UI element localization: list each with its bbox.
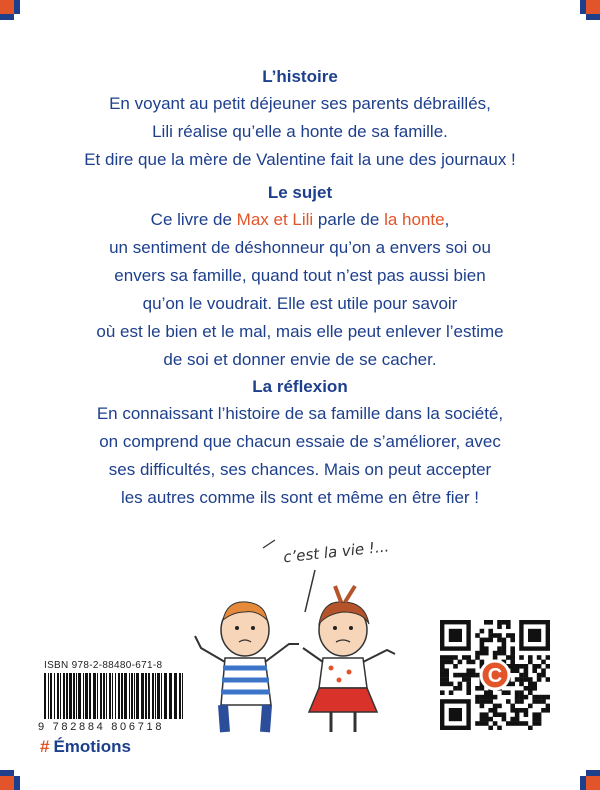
- speech-bubble-text: c’est la vie !...: [282, 537, 390, 567]
- text-line: En connaissant l’histoire de sa famille dans la société,: [96, 404, 504, 423]
- section-histoire: [0, 64, 600, 174]
- text-line: les autres comme ils sont et même en être fier !: [120, 488, 480, 507]
- text-line: Et dire que la mère de Valentine fait la une des journaux !: [84, 150, 516, 169]
- isbn-label: ISBN 978-2-88480-671-8: [44, 660, 163, 671]
- section-reflexion: [0, 374, 600, 512]
- barcode-digits: 9 782884 806718: [38, 721, 165, 733]
- corner-decoration-bottom-right: [570, 760, 600, 790]
- qr-code-image: [440, 620, 550, 730]
- text-line: Lili réalise qu’elle a honte de sa famille.: [152, 122, 448, 141]
- text-line: où est le bien et le mal, mais elle peut enlever l’estime: [96, 322, 504, 341]
- text-line: Ce livre de Max et Lili parle de la honte,: [150, 210, 450, 229]
- corner-decoration-bottom-left: [0, 760, 30, 790]
- section-sujet: [0, 180, 600, 374]
- text-line: ses difficultés, ses chances. Mais on peut accepter: [108, 460, 492, 479]
- max-et-lili-illustration: [165, 520, 410, 735]
- text-line: un sentiment de déshonneur qu’on a envers soi ou: [109, 238, 491, 257]
- lili-character: [303, 586, 395, 732]
- text-line: de soi et donner envie de se cacher.: [163, 350, 437, 369]
- highlight-la-honte: la honte: [384, 210, 445, 229]
- text-line: envers sa famille, quand tout n’est pas aussi bien: [114, 266, 486, 285]
- section-heading: La réflexion: [252, 377, 348, 396]
- text-line: En voyant au petit déjeuner ses parents débraillés,: [109, 94, 491, 113]
- text-line: qu’on le voudrait. Elle est utile pour savoir: [142, 294, 458, 313]
- corner-decoration-top-left: [0, 0, 30, 30]
- corner-decoration-top-right: [570, 0, 600, 30]
- section-heading: L’histoire: [262, 67, 338, 86]
- highlight-max-et-lili: Max et Lili: [236, 210, 314, 229]
- text-line: on comprend que chacun essaie de s’améliorer, avec: [99, 432, 501, 451]
- section-heading: Le sujet: [267, 183, 333, 202]
- collection-label: # Émotions: [40, 737, 131, 756]
- qr-logo-letter: C: [487, 665, 503, 687]
- barcode-image: [38, 673, 188, 719]
- max-character: [195, 602, 299, 732]
